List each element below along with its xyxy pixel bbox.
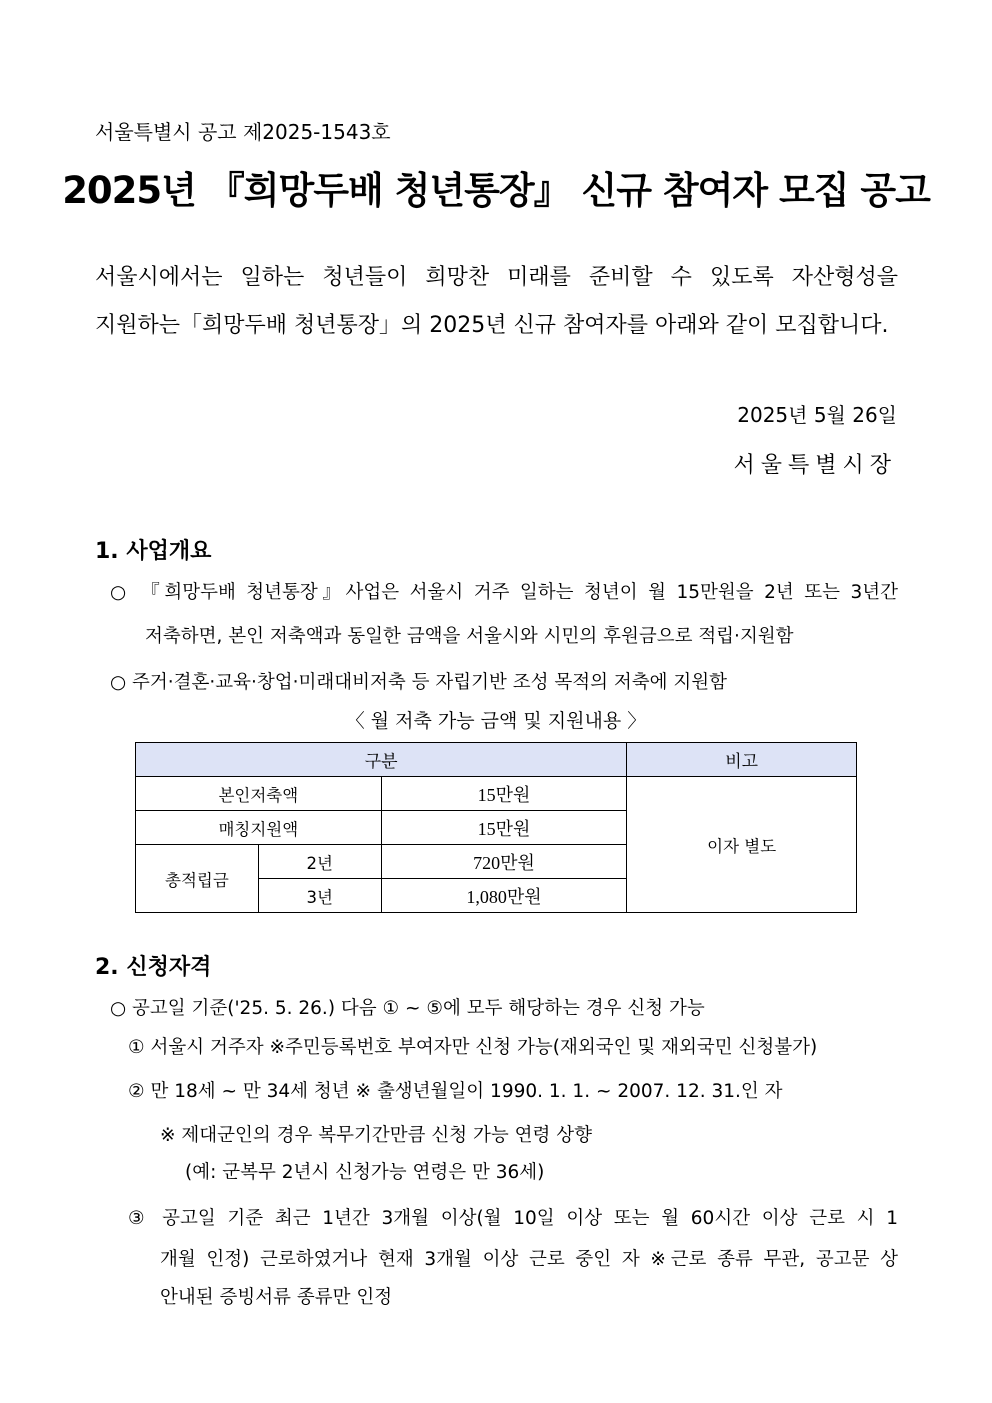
own-savings-label: 본인저축액	[136, 777, 382, 811]
table-row	[136, 777, 857, 811]
own-savings-value: 15만원	[381, 777, 627, 811]
notice-number: 서울특별시 공고 제2025-1543호	[95, 120, 391, 144]
qualification-item-2: ② 만 18세 ~ 만 34세 청년 ※ 출생년월일이 1990. 1. 1. ~ 2007. 12. 31.인 자	[128, 1081, 783, 1102]
section-1-heading: 1. 사업개요	[95, 539, 212, 564]
header-category: 구분	[136, 743, 627, 777]
section-1-bullet-2: ○ 주거·결혼·교육·창업·미래대비저축 등 자립기반 조성 목적의 저축에 지원함	[110, 672, 727, 693]
intro-line-2: 지원하는「희망두배 청년통장」의 2025년 신규 참여자를 아래와 같이 모집합니다.	[95, 313, 889, 338]
page-title: 2025년 『희망두배 청년통장』 신규 참여자 모집 공고	[62, 169, 930, 212]
table-header-row	[136, 743, 857, 777]
qualification-line: ○ 공고일 기준('25. 5. 26.) 다음 ① ~ ⑤에 모두 해당하는 경우 신청 가능	[110, 998, 705, 1019]
total-2y-label: 2년	[258, 845, 381, 879]
qualification-item-3-cont: 개월 인정) 근로하였거나 현재 3개월 이상 근로 중인 자 ※근로 종류 무관, 공고문 상	[160, 1249, 898, 1270]
qualification-item-2-note: ※ 제대군인의 경우 복무기간만큼 신청 가능 연령 상향	[160, 1125, 592, 1146]
total-2y-value: 720만원	[381, 845, 627, 879]
qualification-item-3-end: 안내된 증빙서류 종류만 인정	[160, 1287, 393, 1308]
section-2-heading: 2. 신청자격	[95, 955, 212, 980]
signer: 서울특별시장	[733, 453, 897, 478]
issue-date: 2025년 5월 26일	[737, 403, 897, 427]
qualification-item-3: ③ 공고일 기준 최근 1년간 3개월 이상(월 10일 이상 또는 월 60시간 이상 근로 시 1	[128, 1208, 898, 1229]
header-note: 비고	[627, 743, 857, 777]
qualification-item-2-example: (예: 군복무 2년시 신청가능 연령은 만 36세)	[185, 1162, 545, 1183]
total-label: 총적립금	[136, 845, 259, 913]
note-cell: 이자 별도	[627, 777, 857, 913]
matching-label: 매칭지원액	[136, 811, 382, 845]
total-3y-label: 3년	[258, 879, 381, 913]
matching-value: 15만원	[381, 811, 627, 845]
table-caption: 〈 월 저축 가능 금액 및 지원내용 〉	[345, 710, 647, 732]
section-1-bullet-1: ○ 『희망두배 청년통장』사업은 서울시 거주 일하는 청년이 월 15만원을 2년 또는 3년간	[110, 582, 898, 603]
total-3y-value: 1,080만원	[381, 879, 627, 913]
qualification-item-1: ① 서울시 거주자 ※주민등록번호 부여자만 신청 가능(재외국인 및 재외국민 신청불가)	[128, 1037, 818, 1058]
savings-table	[135, 742, 857, 913]
section-1-bullet-1-cont: 저축하면, 본인 저축액과 동일한 금액을 서울시와 시민의 후원금으로 적립·지원함	[145, 626, 794, 647]
intro-line-1: 서울시에서는 일하는 청년들이 희망찬 미래를 준비할 수 있도록 자산형성을	[95, 265, 898, 290]
